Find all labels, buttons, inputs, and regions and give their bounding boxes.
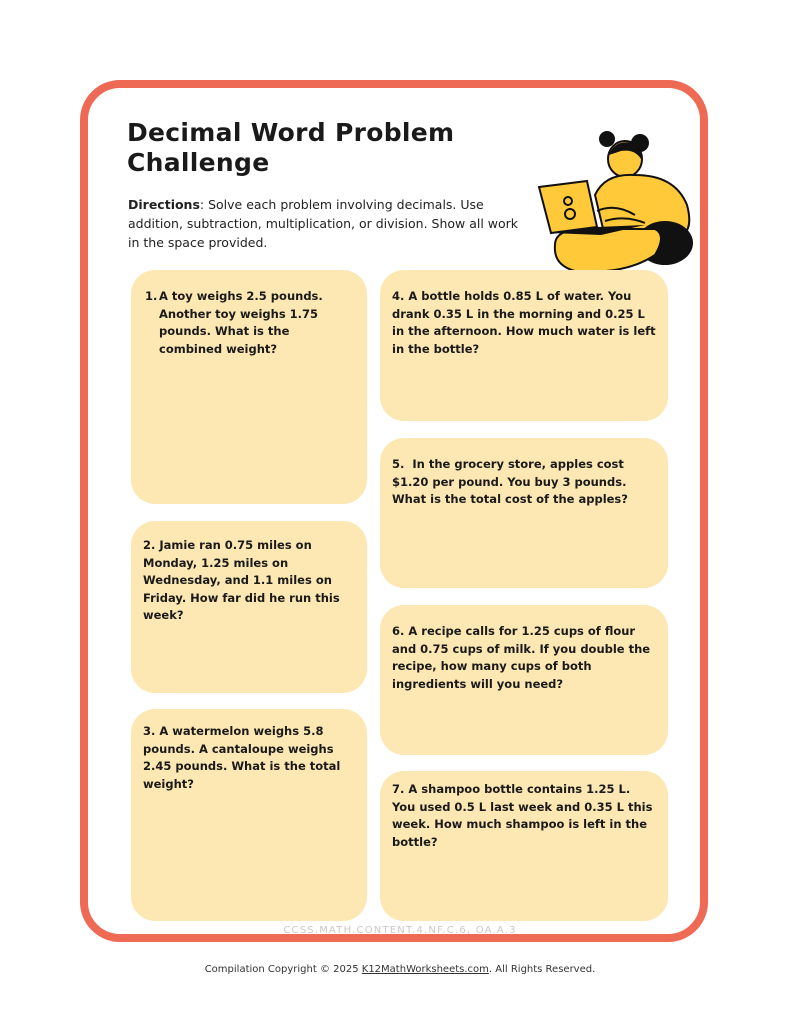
problem-number: 6.: [392, 624, 405, 638]
problem-text: A toy weighs 2.5 pounds. Another toy weighs 1.75 pounds. What is the combined weight?: [159, 289, 323, 356]
problem-text: A bottle holds 0.85 L of water. You drank 0.35 L in the morning and 0.25 L in the afternoon. How much water is left in the bottle?: [392, 289, 656, 356]
problem-box-7: [380, 771, 668, 921]
problem-text: In the grocery store, apples cost $1.20 per pound. You buy 3 pounds. What is the total cost of the apples?: [392, 457, 628, 506]
copyright-line: [0, 964, 800, 975]
worksheet-title: [127, 118, 547, 178]
problem-text: A recipe calls for 1.25 cups of flour and 0.75 cups of milk. If you double the recipe, how many cups of both ingredients will you need?: [392, 624, 651, 691]
problem-box-5: [380, 438, 668, 588]
problem-number: 2.: [143, 538, 156, 552]
problem-number: 1.: [145, 289, 158, 303]
directions: [128, 195, 528, 252]
standards-label: CCSS.MATH.CONTENT.4.NF.C.6, OA.A.3: [283, 925, 517, 936]
copyright-link[interactable]: K12MathWorksheets.com: [361, 964, 489, 975]
problem-text: A watermelon weighs 5.8 pounds. A cantaloupe weighs 2.45 pounds. What is the total weight?: [143, 724, 341, 791]
problem-number: 7.: [392, 782, 405, 796]
directions-label: Directions: [128, 197, 200, 212]
person-with-laptop-icon: [535, 125, 695, 275]
problem-text: A shampoo bottle contains 1.25 L. You used 0.5 L last week and 0.35 L this week. How much shampoo is left in the bottle?: [392, 782, 653, 849]
directions-text: : Solve each problem involving decimals. Use addition, subtraction, multiplication, or division. Show all work in the space provided.: [128, 197, 519, 250]
copyright-prefix: Compilation Copyright © 2025: [204, 964, 362, 975]
problem-number: 4.: [392, 289, 405, 303]
problem-number: 3.: [143, 724, 156, 738]
problem-box-3: [131, 709, 367, 921]
title-line-2: Challenge: [127, 148, 270, 177]
title-line-1: Decimal Word Problem: [127, 118, 455, 147]
copyright-suffix: . All Rights Reserved.: [488, 964, 596, 975]
problem-box-4: [380, 270, 668, 421]
problem-text: Jamie ran 0.75 miles on Monday, 1.25 miles on Wednesday, and 1.1 miles on Friday. How far did he run this week?: [143, 538, 340, 622]
problem-box-6: [380, 605, 668, 755]
problem-box-2: [131, 521, 367, 693]
problem-number: 5.: [392, 457, 405, 471]
problem-box-1: [131, 270, 367, 504]
